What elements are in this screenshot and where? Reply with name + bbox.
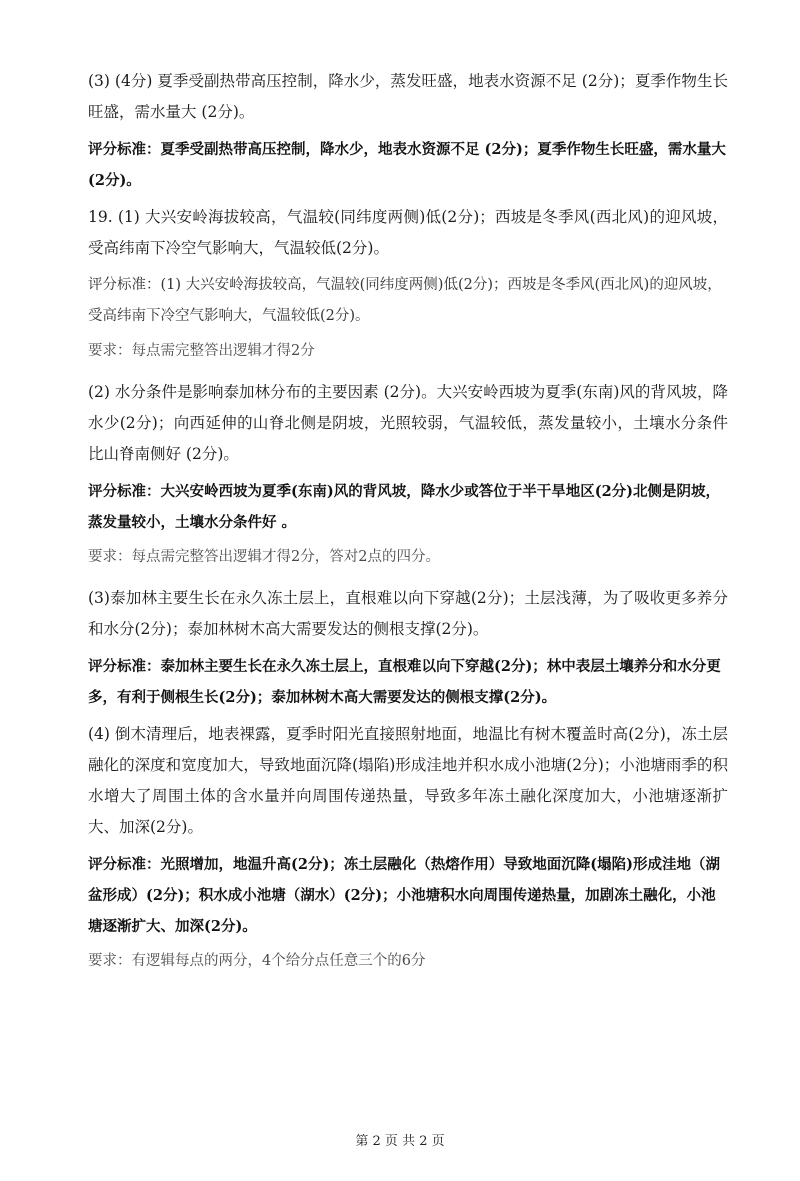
q19-4-requirement: 要求：有逻辑每点的两分，4个给分点任意三个的6分 xyxy=(88,953,426,969)
q19-4-grading-standard: 评分标准：光照增加，地温升高(2分)；冻土层融化（热熔作用）导致地面沉降(塌陷)形成洼地（湖盆形成）(2分)；积水成小池塘（湖水）(2分)；小池塘积水向周围传递热量，加剧冻土融化，小池塘逐渐扩大、加深(2分)。 xyxy=(88,856,721,935)
q18-3-answer: (3) (4分) 夏季受副热带高压控制，降水少，蒸发旺盛，地表水资源不足 (2分)；夏季作物生长旺盛，需水量大 (2分)。 xyxy=(88,72,728,121)
q19-1-requirement: 要求：每点需完整答出逻辑才得2分 xyxy=(88,343,315,359)
q19-2-answer: (2) 水分条件是影响泰加林分布的主要因素 (2分)。大兴安岭西坡为夏季(东南)风的背风坡，降水少(2分)；向西延伸的山脊北侧是阴坡，光照较弱，气温较低，蒸发量较小，土壤水分条件比山脊南侧好 (2分)。 xyxy=(88,383,728,463)
q18-3-grading-standard: 评分标准：夏季受副热带高压控制，降水少，地表水资源不足 (2分)；夏季作物生长旺盛，需水量大 (2分)。 xyxy=(88,141,726,189)
page-footer: 第 2 页 共 2 页 xyxy=(355,1134,445,1149)
q19-2-grading-standard: 评分标准：大兴安岭西坡为夏季(东南)风的背风坡，降水少或答位于半干旱地区(2分)北侧是阴坡，蒸发量较小，土壤水分条件好 。 xyxy=(88,483,721,531)
answer-key-page xyxy=(88,66,728,987)
q19-4-answer: (4) 倒木清理后，地表裸露，夏季时阳光直接照射地面，地温比有树木覆盖时高(2分)，冻土层融化的深度和宽度加大，导致地面沉降(塌陷)形成洼地并积水成小池塘(2分)；小池塘雨季的积水增大了周围土体的含水量并向周围传递热量，导致多年冻土融化深度加大，小池塘逐渐扩大、加深(2分)。 xyxy=(88,725,728,836)
q19-2-requirement: 要求：每点需完整答出逻辑才得2分，答对2点的四分。 xyxy=(88,549,440,565)
q19-3-grading-standard: 评分标准：泰加林主要生长在永久冻土层上，直根难以向下穿越(2分)；林中表层土壤养分和水分更多，有利于侧根生长(2分)；泰加林树木高大需要发达的侧根支撑(2分)。 xyxy=(88,658,721,706)
q19-3-answer: (3)泰加林主要生长在永久冻土层上，直根难以向下穿越(2分)；土层浅薄，为了吸收更多养分和水分(2分)；泰加林树木高大需要发达的侧根支撑(2分)。 xyxy=(88,589,728,638)
q19-1-answer: 19. (1) 大兴安岭海拔较高，气温较(同纬度两侧)低(2分)；西坡是冬季风(西北风)的迎风坡，受高纬南下冷空气影响大，气温较低(2分)。 xyxy=(88,208,728,257)
q19-1-grading-standard: 评分标准：(1) 大兴安岭海拔较高，气温较(同纬度两侧)低(2分)；西坡是冬季风(西北风)的迎风坡，受高纬南下冷空气影响大，气温较低(2分)。 xyxy=(88,277,722,324)
